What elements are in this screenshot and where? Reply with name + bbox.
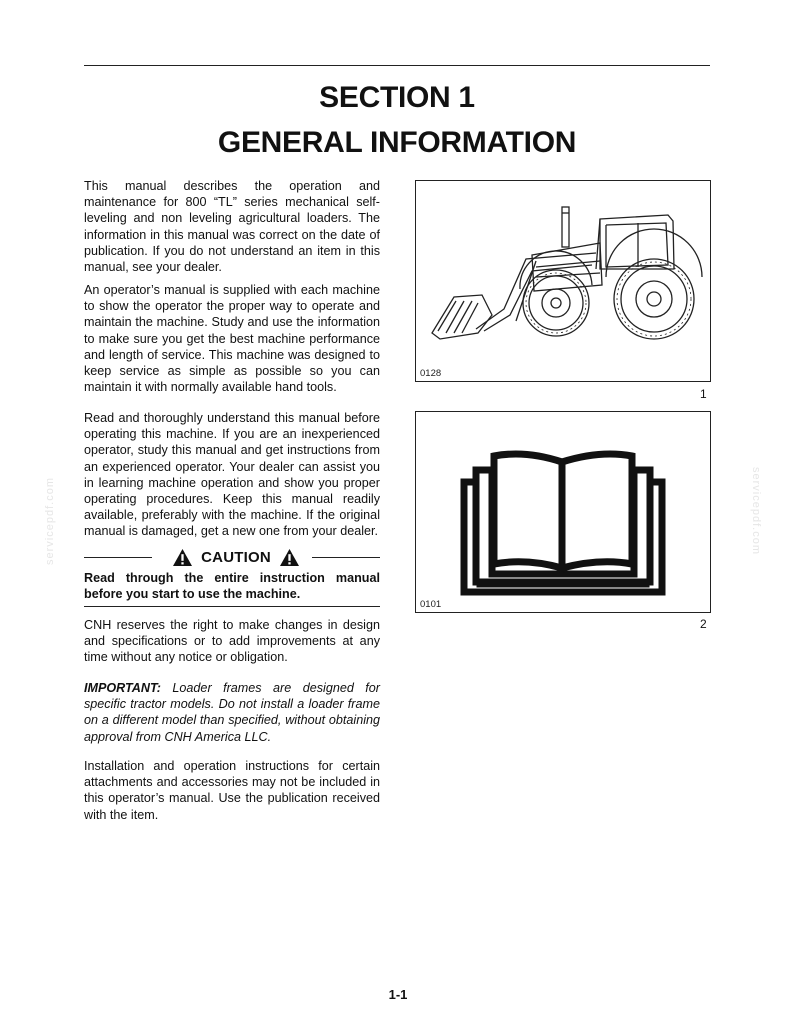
caution-label: CAUTION xyxy=(201,548,271,566)
figure-1-code: 0128 xyxy=(420,368,442,379)
section-subtitle: GENERAL INFORMATION xyxy=(217,126,577,159)
figure-2-box xyxy=(415,411,711,613)
figure-2-code: 0101 xyxy=(420,599,442,610)
paragraph-read-manual-text: Read and thoroughly understand this manual before operating this machine. If you are an inexperienced operator, study this manual and get instructions from an experienced operator. Your dealer can assist you in learning machine operation and show you proper operating procedures. Keep this manual readily available, preferably with the machine. If the original manual is damaged, get a new one from your dealer. xyxy=(84,411,380,539)
important-label: IMPORTANT: xyxy=(84,681,161,695)
paragraph-operator-manual xyxy=(84,282,380,395)
caution-label-group xyxy=(166,545,306,569)
important-note xyxy=(84,680,380,745)
paragraph-intro-text: This manual describes the operation and maintenance for 800 “TL” series mechanical self-leveling and non leveling agricultural loaders. The information in this manual was correct on the date of publication. If you do not understand an item in this manual, see your dealer. xyxy=(84,179,380,275)
caution-text: Read through the entire instruction manual before you start to use the machine. xyxy=(84,571,380,602)
tractor-loader-illustration xyxy=(416,181,710,381)
paragraph-intro xyxy=(84,178,380,275)
warning-triangle-icon xyxy=(172,548,193,567)
watermark-right: servicepdf.com xyxy=(749,467,762,555)
page-number: 1-1 xyxy=(388,987,408,1002)
paragraph-operator-manual-text: An operator’s manual is supplied with each machine to show the operator the proper way to operate and maintain the machine. Study and use the information to make sure you get the best machine performance and length of service. This machine was designed to keep service as simple as possible so you can maintain it with normally available hand tools. xyxy=(84,283,380,395)
figure-2-number: 2 xyxy=(700,617,707,631)
paragraph-attachments-text: Installation and operation instructions for certain attachments and accessories may not be included in this operator’s manual. Use the publication received with the item. xyxy=(84,759,380,822)
warning-triangle-icon xyxy=(279,548,300,567)
caution-rule-left xyxy=(84,557,152,558)
figure-1-box xyxy=(415,180,711,382)
paragraph-read-manual xyxy=(84,410,380,540)
important-text: Loader frames are designed for specific tractor models. Do not install a loader frame on a different model than specified, without obtaining approval from CNH America LLC. xyxy=(84,681,380,744)
figure-1-number: 1 xyxy=(700,387,707,401)
caution-header xyxy=(84,545,380,569)
paragraph-cnh-rights-text: CNH reserves the right to make changes in design and specifications or to add improvements at any time without any notice or obligation. xyxy=(84,618,380,665)
open-book-icon xyxy=(416,412,710,612)
section-title: SECTION 1 xyxy=(319,81,475,114)
paragraph-attachments xyxy=(84,758,380,823)
paragraph-important xyxy=(84,680,380,745)
watermark-left: servicepdf.com xyxy=(43,477,56,565)
top-rule xyxy=(84,65,710,66)
caution-rule-right xyxy=(312,557,380,558)
caution-bottom-rule xyxy=(84,606,380,607)
paragraph-cnh-rights xyxy=(84,617,380,666)
